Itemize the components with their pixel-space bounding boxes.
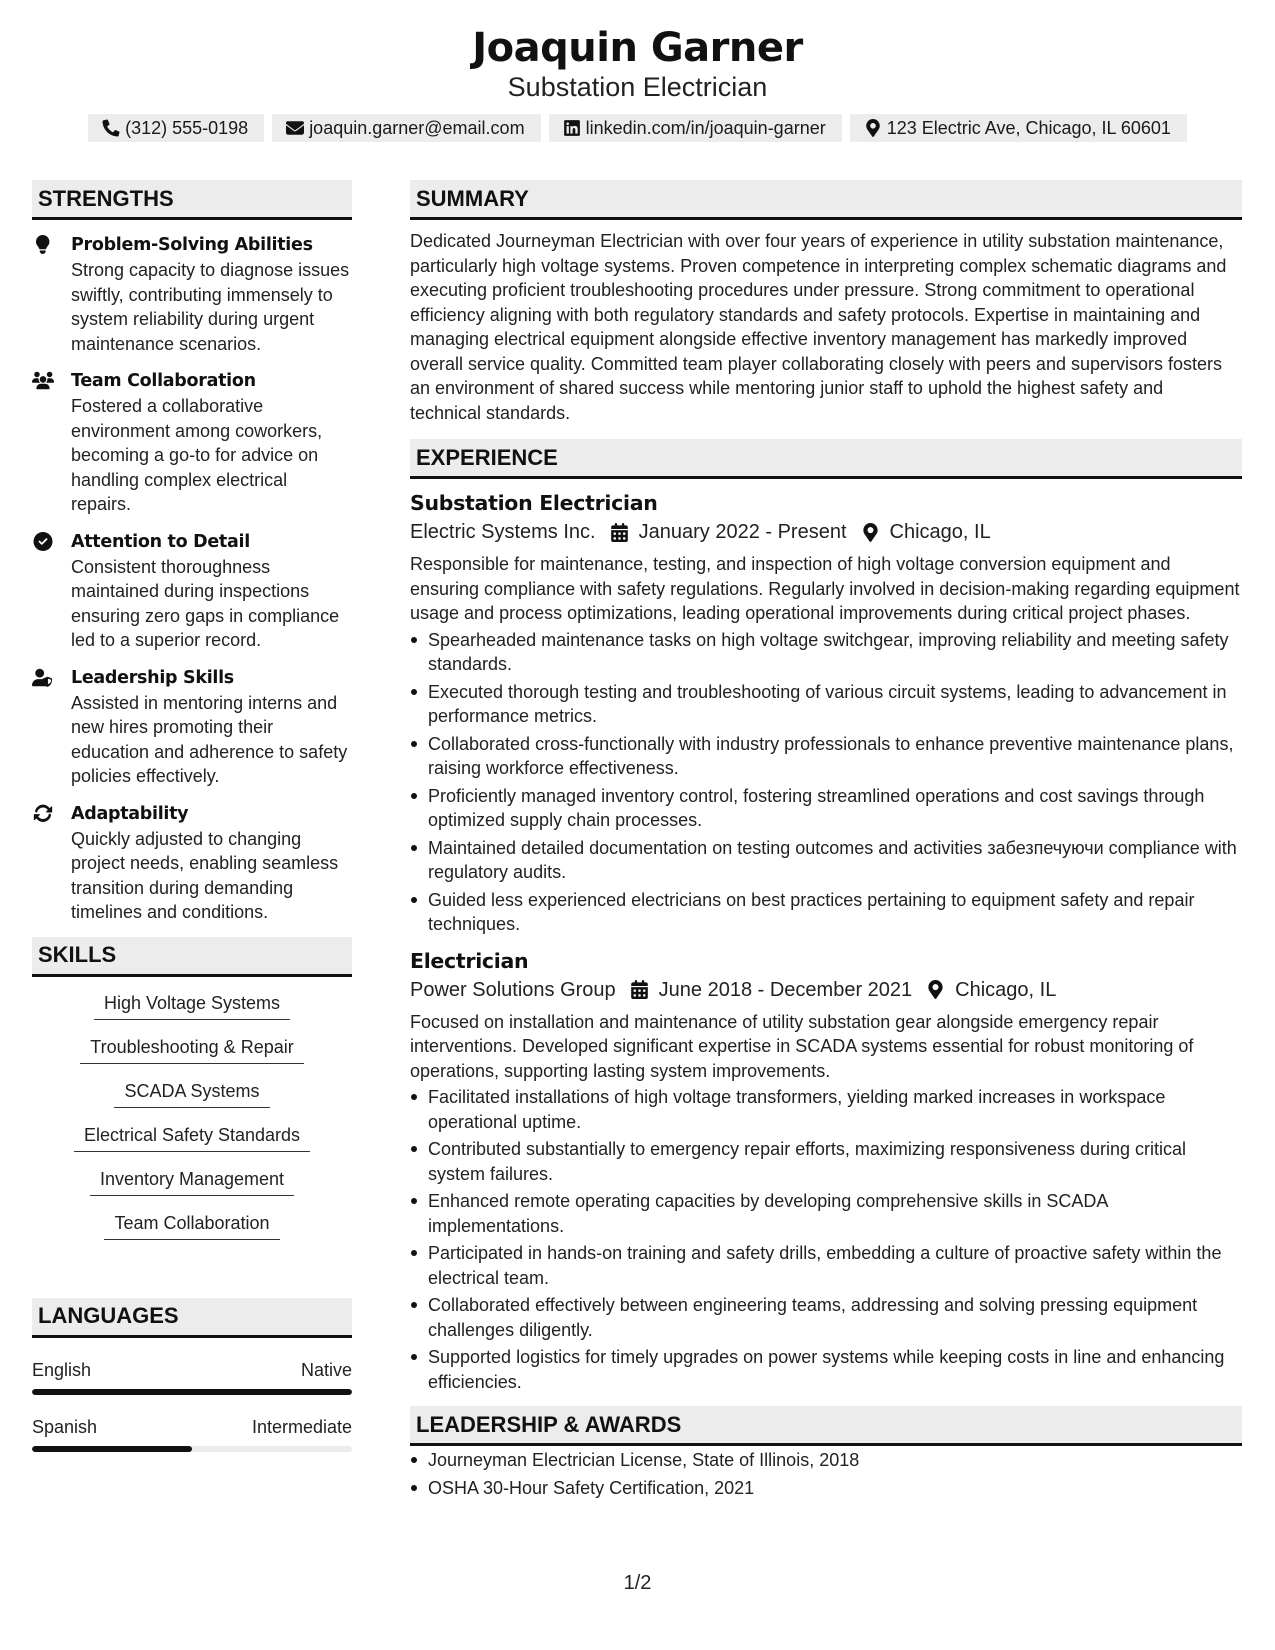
job-bullets <box>410 1085 1242 1394</box>
job-bullet: Guided less experienced electricians on best practices pertaining to equipment safety and repair techniques. <box>410 888 1242 937</box>
job-bullet: Collaborated effectively between engineering teams, addressing and solving pressing equipment challenges diligently. <box>410 1293 1242 1342</box>
job-bullet: Collaborated cross-functionally with industry professionals to enhance preventive maintenance plans, raising workforce effectiveness. <box>410 732 1242 781</box>
languages-heading: LANGUAGES <box>32 1298 352 1338</box>
strength-title: Attention to Detail <box>71 531 250 552</box>
candidate-name: Joaquin Garner <box>472 25 803 71</box>
award-item: OSHA 30-Hour Safety Certification, 2021 <box>410 1476 1242 1501</box>
job-bullet: Maintained detailed documentation on testing outcomes and activities забезпечуючи compliance with regulatory audits. <box>410 836 1242 885</box>
skill-tag: Team Collaboration <box>104 1207 279 1240</box>
job-bullet: Participated in hands-on training and safety drills, embedding a culture of proactive safety within the electrical team. <box>410 1241 1242 1290</box>
users-icon <box>32 371 54 391</box>
strength-title: Adaptability <box>71 803 189 824</box>
job-bullet: Supported logistics for timely upgrades on power systems while keeping costs in line and enhancing efficiencies. <box>410 1345 1242 1394</box>
contact-phone[interactable] <box>88 114 264 142</box>
awards-heading: LEADERSHIP & AWARDS <box>410 1406 1242 1446</box>
candidate-title: Substation Electrician <box>507 72 768 102</box>
job-location: Chicago, IL <box>955 978 1057 1001</box>
strength-desc: Consistent thoroughness maintained during inspections ensuring zero gaps in compliance led to a superior record. <box>71 556 340 650</box>
job-title: Substation Electrician <box>410 491 658 515</box>
strength-desc: Strong capacity to diagnose issues swiftly, contributing immensely to system reliability during urgent maintenance scenarios. <box>71 260 350 354</box>
calendar-icon <box>630 980 649 999</box>
job-description: Responsible for maintenance, testing, and inspection of high voltage conversion equipment and ensuring compliance with safety regulations. Regularly involved in decision-making regarding equipment usage and process optimizations, leading operational improvements during critical project phases. <box>410 554 1240 623</box>
strength-title: Problem-Solving Abilities <box>71 235 313 255</box>
strength-item <box>32 801 352 925</box>
map-pin-icon <box>861 523 880 542</box>
job-dates: June 2018 - December 2021 <box>658 978 913 1001</box>
check-circle-icon <box>32 532 54 552</box>
strengths-heading: STRENGTHS <box>32 180 352 220</box>
contact-linkedin[interactable] <box>549 114 842 142</box>
awards-section <box>410 1406 1242 1500</box>
strength-item <box>32 529 352 653</box>
job-bullet: Executed thorough testing and troubleshooting of various circuit systems, leading to advancement in performance metrics. <box>410 680 1242 729</box>
job-description: Focused on installation and maintenance of utility substation gear alongside emergency repair interventions. Developed significant expertise in SCADA systems essential for robust monitoring of operations, supporting lasting system improvements. <box>410 1011 1194 1081</box>
strengths-list <box>32 232 352 925</box>
left-column <box>32 180 352 1452</box>
skill-tag: Electrical Safety Standards <box>74 1119 310 1152</box>
sync-icon <box>32 804 54 824</box>
language-level: Native <box>300 1359 352 1380</box>
languages-section <box>32 1298 352 1452</box>
skill-tag: Inventory Management <box>90 1163 294 1196</box>
calendar-icon <box>610 523 629 542</box>
strength-desc: Assisted in mentoring interns and new hires promoting their education and adherence to safety policies effectively. <box>71 692 348 786</box>
contact-address-text: 123 Electric Ave, Chicago, IL 60601 <box>886 117 1171 138</box>
job-entry <box>410 947 1242 1395</box>
lightbulb-icon <box>32 235 54 255</box>
page-number: 1/2 <box>623 1572 652 1594</box>
contact-address <box>850 114 1187 142</box>
phone-icon <box>102 119 120 137</box>
summary-text: Dedicated Journeyman Electrician with over four years of experience in utility substation maintenance, particularly high voltage systems. Proven competence in interpreting complex schematic diagrams and executing proficient troubleshooting procedures under pressure. Strong commitment to operational efficiency aligning with both regulatory standards and safety protocols. Expertise in maintaining and managing electrical equipment alongside effective inventory management has markedly improved overall service quality. Committed team player collaborating closely with peers and supervisors fosters an environment of shared success while mentoring junior staff to uphold the highest safety and technical standards. <box>410 231 1227 423</box>
experience-section <box>410 439 1242 1394</box>
job-company: Electric Systems Inc. <box>410 521 596 543</box>
job-bullet: Contributed substantially to emergency repair efforts, maximizing responsiveness during critical system failures. <box>410 1137 1242 1186</box>
job-bullets <box>410 628 1242 937</box>
experience-heading: EXPERIENCE <box>410 439 1242 479</box>
language-bar-fill <box>32 1389 352 1395</box>
language-bar <box>32 1446 352 1452</box>
language-level: Intermediate <box>251 1416 352 1437</box>
job-meta <box>410 517 1242 547</box>
language-bar-fill <box>32 1446 192 1452</box>
language-item <box>32 1358 352 1395</box>
awards-list <box>410 1448 1242 1500</box>
strength-title: Team Collaboration <box>71 371 256 391</box>
map-pin-icon <box>864 119 882 137</box>
user-shield-icon <box>32 668 54 688</box>
resume-header <box>0 22 1275 104</box>
language-bar <box>32 1389 352 1395</box>
strength-desc: Fostered a collaborative environment among coworkers, becoming a go-to for advice on handling complex electrical repairs. <box>71 396 323 514</box>
job-bullet: Spearheaded maintenance tasks on high voltage switchgear, improving reliability and meeting safety standards. <box>410 628 1242 677</box>
strength-item <box>32 368 352 517</box>
skill-tag: Troubleshooting & Repair <box>80 1031 303 1064</box>
skill-tag: High Voltage Systems <box>94 987 290 1020</box>
contact-email-text: joaquin.garner@email.com <box>309 117 525 138</box>
skills-list <box>32 987 352 1251</box>
job-bullet: Facilitated installations of high voltage transformers, yielding marked increases in workspace operational uptime. <box>410 1085 1242 1134</box>
linkedin-icon <box>563 119 581 137</box>
language-name: English <box>32 1359 92 1380</box>
contact-email[interactable] <box>272 114 540 142</box>
job-bullet: Proficiently managed inventory control, fostering streamlined operations and cost savings through optimized supply chain processes. <box>410 784 1242 833</box>
job-meta <box>410 975 1242 1005</box>
contact-linkedin-text: linkedin.com/in/joaquin-garner <box>585 117 826 138</box>
right-column <box>410 180 1242 1503</box>
envelope-icon <box>286 119 304 137</box>
strength-item <box>32 665 352 789</box>
skill-tag: SCADA Systems <box>114 1075 269 1108</box>
award-item: Journeyman Electrician License, State of Illinois, 2018 <box>410 1448 1242 1473</box>
job-entry <box>410 489 1242 937</box>
summary-heading: SUMMARY <box>410 180 1242 220</box>
job-location: Chicago, IL <box>889 521 991 543</box>
strength-desc: Quickly adjusted to changing project needs, enabling seamless transition during demanding timelines and conditions. <box>71 828 339 922</box>
job-title: Electrician <box>410 948 529 973</box>
contact-phone-text: (312) 555-0198 <box>125 117 249 138</box>
map-pin-icon <box>926 980 945 999</box>
strength-item <box>32 232 352 356</box>
job-bullet: Enhanced remote operating capacities by developing comprehensive skills in SCADA implementations. <box>410 1189 1242 1238</box>
skills-section <box>32 937 352 1251</box>
strength-title: Leadership Skills <box>71 667 234 688</box>
job-company: Power Solutions Group <box>410 978 616 1001</box>
language-item <box>32 1415 352 1452</box>
language-name: Spanish <box>32 1416 98 1437</box>
skills-heading: SKILLS <box>32 937 352 977</box>
job-dates: January 2022 - Present <box>638 521 847 543</box>
contact-bar <box>0 114 1275 142</box>
